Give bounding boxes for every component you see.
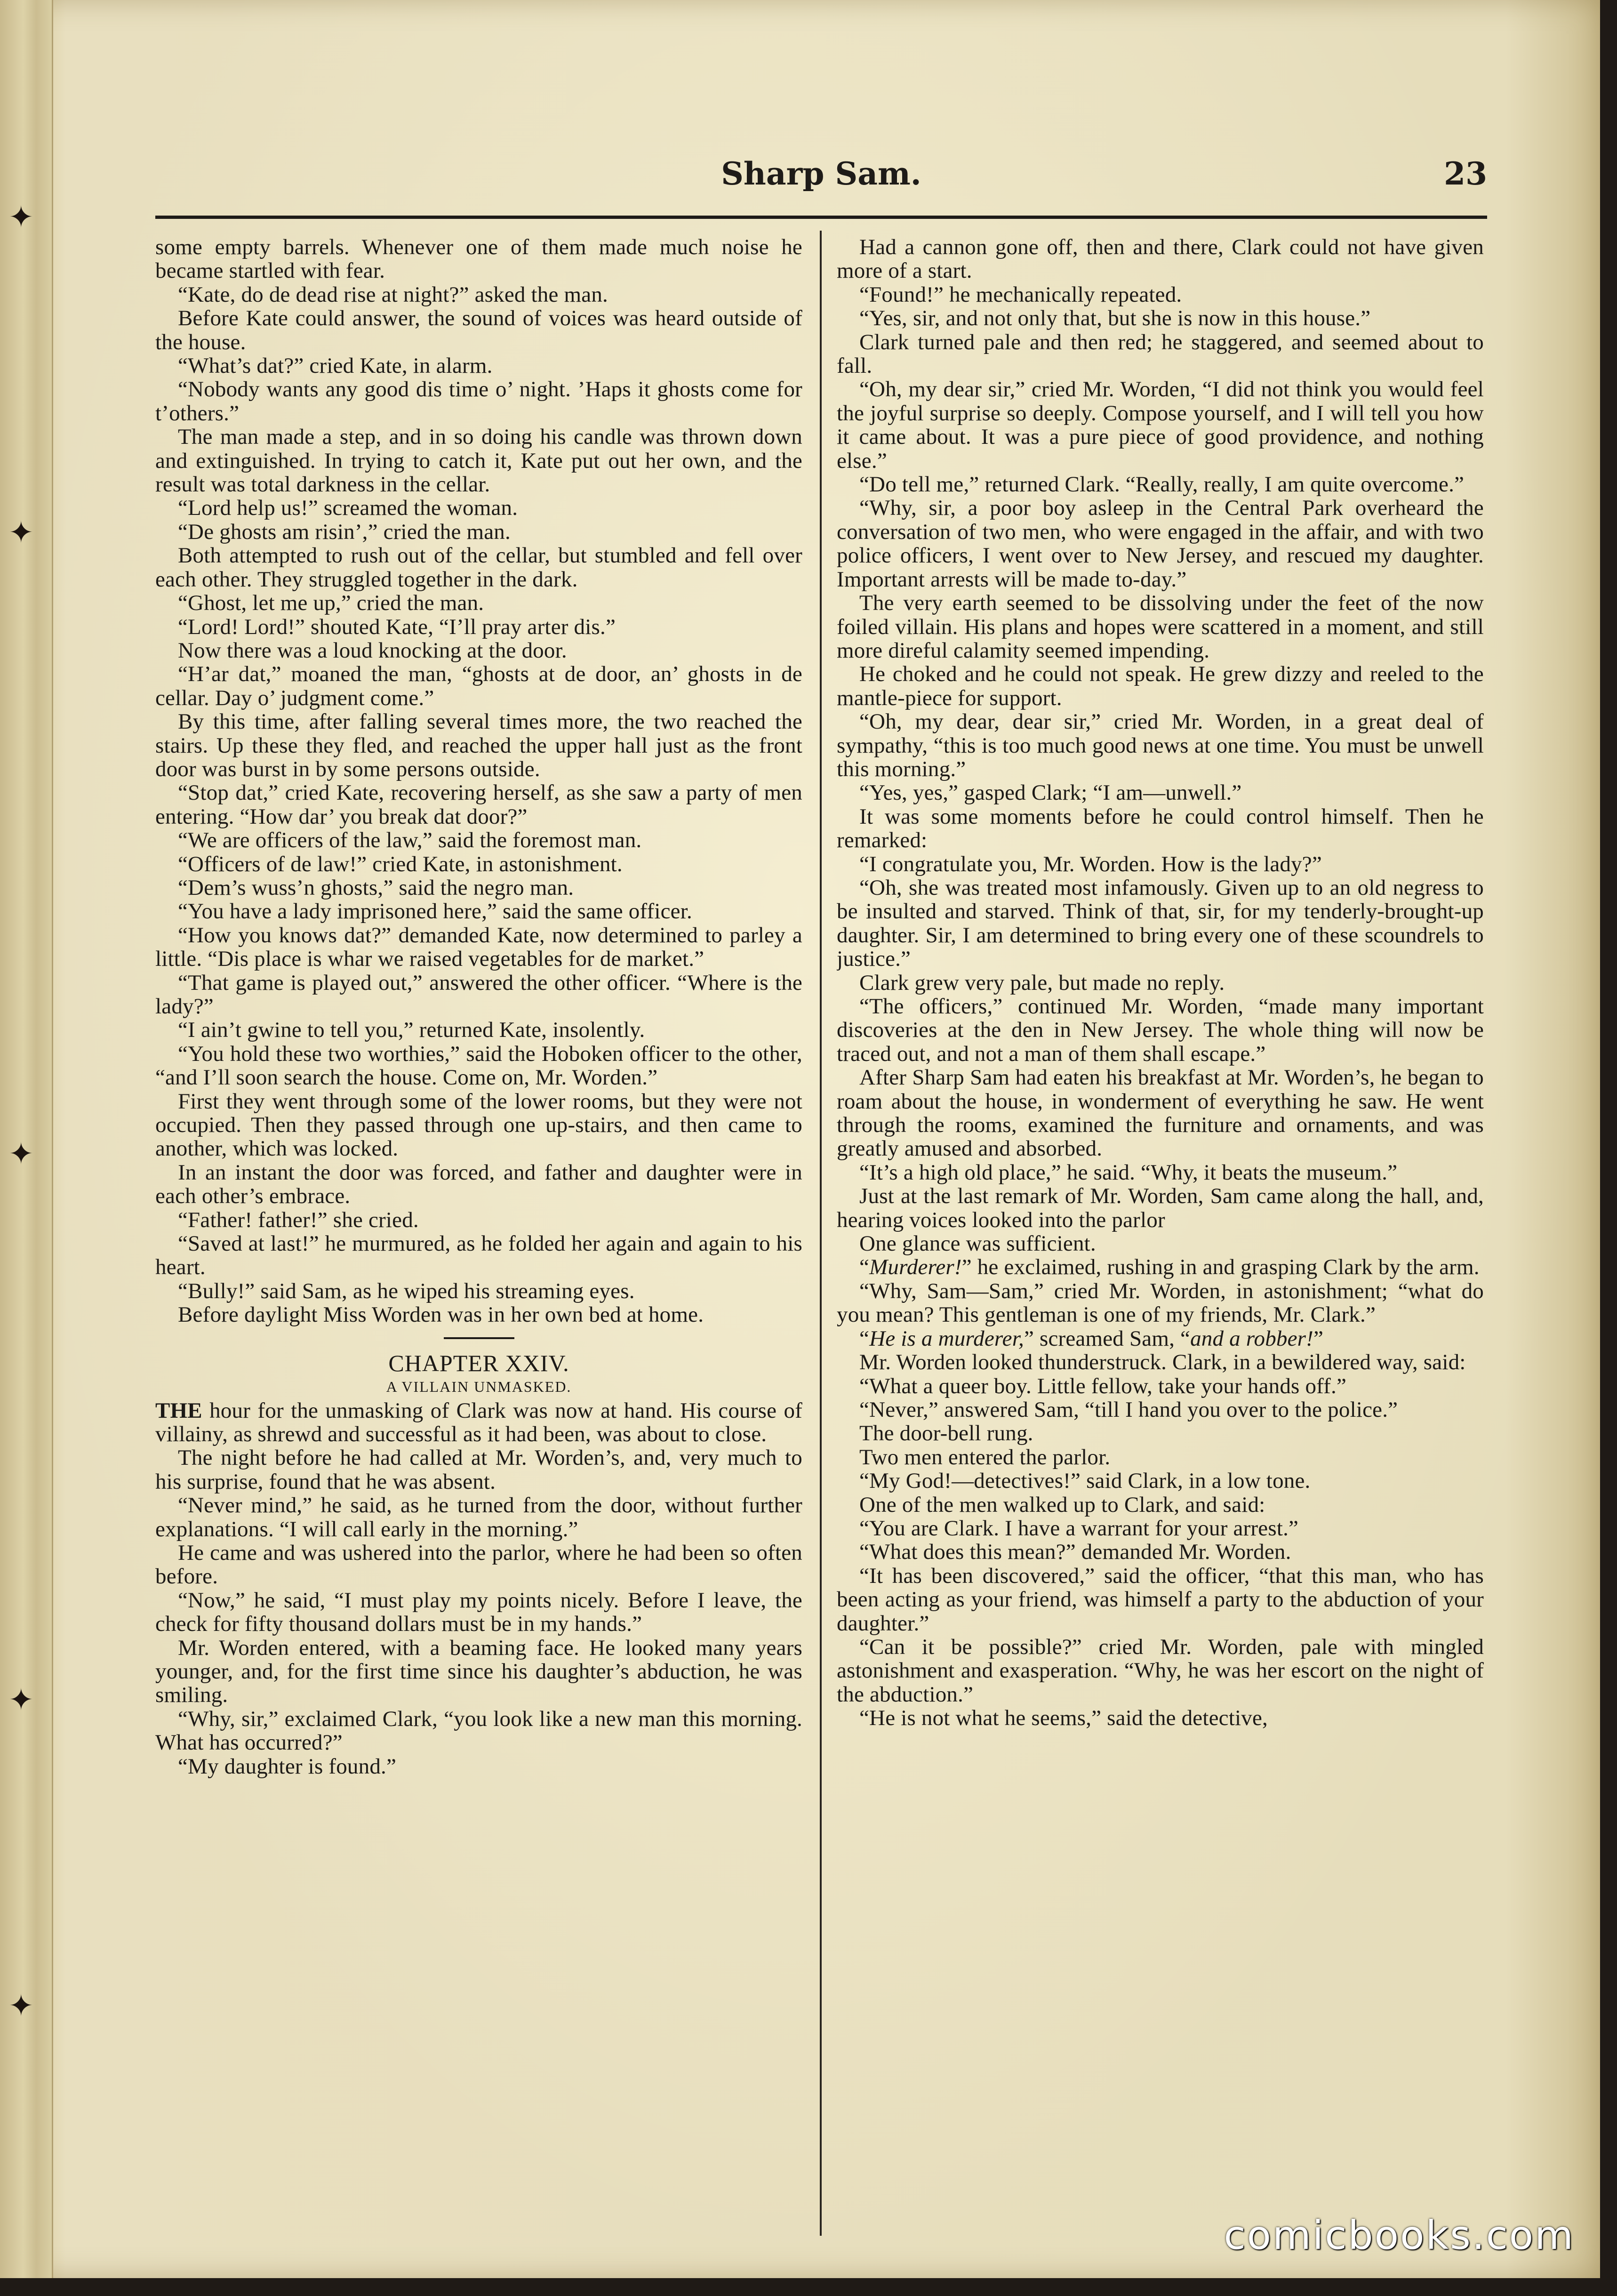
binding-stitch-icon: ✦: [8, 200, 34, 235]
paragraph: “Oh, my dear, dear sir,” cried Mr. Worden, in a great deal of sympathy, “this is too much good news at one time. You must be unwell this morning.”: [837, 709, 1484, 781]
paragraph: “I congratulate you, Mr. Worden. How is the lady?”: [859, 851, 1322, 876]
running-title: Sharp Sam.: [721, 155, 921, 192]
paragraph: “Why, sir, a poor boy asleep in the Central Park overheard the conversation of two men, who were engaged in the affair, and with two police officers, I went over to New Jersey, and rescued my daughter. Important arrests will be made to-day.”: [837, 496, 1484, 592]
paragraph: “Never mind,” he said, as he turned from the door, without further explanations. “I will call early in the morning.”: [155, 1493, 802, 1541]
paragraph: Clark turned pale and then red; he staggered, and seemed about to fall.: [837, 329, 1484, 378]
paragraph: “Oh, my dear sir,” cried Mr. Worden, “I did not think you would feel the joyful surprise so deeply. Compose yourself, and I will tell you how it came about. It was a pure piece of good providence, and nothing else.”: [837, 377, 1484, 473]
paragraph-accusation: “He is a murderer,” screamed Sam, “and a robber!”: [859, 1326, 1324, 1351]
paragraph: “Why, sir,” exclaimed Clark, “you look like a new man this morning. What has occurred?”: [155, 1706, 802, 1755]
paragraph: In an instant the door was forced, and father and daughter were in each other’s embrace.: [155, 1160, 802, 1209]
paragraph: “Oh, she was treated most infamously. Given up to an old negress to be insulted and starved. Think of that, sir, for my tenderly-brought-up daughter. Sir, I am determined to bring every one of these scoundrels to justice.”: [837, 875, 1484, 971]
paragraph: “My God!—detectives!” said Clark, in a low tone.: [859, 1469, 1311, 1493]
chapter-first-paragraph: [155, 1399, 802, 1446]
paragraph-murderer: “Murderer!” he exclaimed, rushing in and grasping Clark by the arm.: [859, 1255, 1480, 1280]
paragraph: He came and was ushered into the parlor, where he had been so often before.: [155, 1540, 802, 1589]
paragraph: “What’s dat?” cried Kate, in alarm.: [178, 353, 493, 378]
binding-stitch-icon: ✦: [8, 1683, 34, 1718]
paragraph: “How you knows dat?” demanded Kate, now determined to parley a little. “Dis place is whar we raised vegetables for de market.”: [155, 923, 802, 971]
paragraph: “Stop dat,” cried Kate, recovering herself, as she saw a party of men entering. “How dar’ you break dat door?”: [155, 780, 802, 829]
paragraph: Before Kate could answer, the sound of voices was heard outside of the house.: [155, 306, 802, 354]
paragraph: Mr. Worden entered, with a beaming face. He looked many years younger, and, for the first time since his daughter’s abduction, he was smiling.: [155, 1635, 802, 1708]
paragraph: The very earth seemed to be dissolving under the feet of the now foiled villain. His plans and hopes were scattered in a moment, and still more direful calamity seemed impending.: [837, 591, 1484, 663]
paragraph: some empty barrels. Whenever one of them made much noise he became startled with fear.: [155, 235, 802, 283]
paragraph: “Dem’s wuss’n ghosts,” said the negro man.: [178, 875, 574, 900]
paragraph: “De ghosts am risin’,” cried the man.: [178, 519, 511, 544]
paragraph: Now there was a loud knocking at the door.: [178, 638, 567, 663]
paragraph: “My daughter is found.”: [178, 1754, 397, 1779]
paragraph: “You hold these two worthies,” said the Hoboken officer to the other, “and I’ll soon search the house. Come on, Mr. Worden.”: [155, 1041, 802, 1090]
paragraph: “Found!” he mechanically repeated.: [859, 282, 1182, 307]
paragraph: “Do tell me,” returned Clark. “Really, really, I am quite overcome.”: [859, 472, 1465, 497]
paragraph: He choked and he could not speak. He grew dizzy and reeled to the mantle-piece for support.: [837, 662, 1484, 710]
page-number: 23: [1444, 155, 1487, 192]
paragraph: “Ghost, let me up,” cried the man.: [178, 591, 484, 616]
paragraph: “That game is played out,” answered the other officer. “Where is the lady?”: [155, 970, 802, 1019]
paragraph: “Officers of de law!” cried Kate, in astonishment.: [178, 851, 623, 876]
paragraph-text: ” screamed Sam, “: [1024, 1326, 1191, 1351]
paragraph: “He is not what he seems,” said the detective,: [859, 1706, 1268, 1731]
paragraph: “Bully!” said Sam, as he wiped his streaming eyes.: [178, 1278, 635, 1303]
italic-exclamation: Murderer!: [869, 1255, 962, 1280]
paragraph: Had a cannon gone off, then and there, Clark could not have given more of a start.: [837, 235, 1484, 283]
paragraph: “Father! father!” she cried.: [178, 1207, 419, 1232]
chapter-title: CHAPTER XXIV.: [388, 1349, 569, 1376]
binding-stitch-icon: ✦: [8, 1137, 34, 1172]
paragraph: Two men entered the parlor.: [859, 1445, 1111, 1469]
running-head: [155, 151, 1487, 202]
watermark: comicbooks.com: [1224, 2212, 1575, 2258]
paragraph: “Yes, yes,” gasped Clark; “I am—unwell.”: [859, 780, 1242, 805]
paragraph: “We are officers of the law,” said the foremost man.: [178, 828, 642, 853]
paragraph: “Can it be possible?” cried Mr. Worden, pale with mingled astonishment and exasperation. “Why, he was her escort on the night of the abduction.”: [837, 1634, 1484, 1707]
binding-stitch-icon: ✦: [8, 1989, 34, 2023]
paragraph: “Saved at last!” he murmured, as he folded her again and again to his heart.: [155, 1231, 802, 1280]
paragraph: It was some moments before he could control himself. Then he remarked:: [837, 804, 1484, 853]
paragraph: “Never,” answered Sam, “till I hand you over to the police.”: [859, 1397, 1398, 1422]
paragraph: “You are Clark. I have a warrant for your arrest.”: [859, 1516, 1299, 1541]
paragraph: After Sharp Sam had eaten his breakfast at Mr. Worden’s, he began to roam about the house, in wonderment of everything he saw. He went through the rooms, examined the furniture and ornaments, and was greatly amused and absorbed.: [837, 1065, 1484, 1161]
chapter-subtitle: A VILLAIN UNMASKED.: [386, 1378, 572, 1396]
paragraph: “I ain’t gwine to tell you,” returned Kate, insolently.: [178, 1018, 645, 1043]
paragraph: Just at the last remark of Mr. Worden, Sam came along the hall, and, hearing voices looked into the parlor: [837, 1184, 1484, 1232]
paragraph: The man made a step, and in so doing his candle was thrown down and extinguished. In trying to catch it, Kate put out her own, and the result was total darkness in the cellar.: [155, 425, 802, 497]
column-divider: [820, 231, 822, 2236]
paragraph: Mr. Worden looked thunderstruck. Clark, in a bewildered way, said:: [859, 1350, 1466, 1375]
paragraph: “Why, Sam—Sam,” cried Mr. Worden, in astonishment; “what do you mean? This gentleman is one of my friends, Mr. Clark.”: [837, 1278, 1484, 1327]
right-column: [837, 235, 1484, 2226]
paragraph: Clark grew very pale, but made no reply.: [859, 970, 1225, 995]
binding-stitch-icon: ✦: [8, 515, 34, 550]
section-rule: [444, 1337, 514, 1339]
paragraph: “Lord! Lord!” shouted Kate, “I’ll pray arter dis.”: [178, 614, 616, 639]
chapter-first-text: hour for the unmasking of Clark was now at hand. His course of villainy, as shrewd and successful as it had been, was about to close.: [155, 1398, 802, 1446]
paragraph: One glance was sufficient.: [859, 1231, 1096, 1256]
paragraph: “The officers,” continued Mr. Worden, “made many important discoveries at the den in New Jersey. The whole thing will now be traced out, and not a man of them shall escape.”: [837, 994, 1484, 1066]
header-rule: [155, 216, 1487, 219]
page-binding: [0, 0, 53, 2278]
paragraph: “Kate, do de dead rise at night?” asked the man.: [178, 282, 608, 307]
paragraph: “It’s a high old place,” he said. “Why, it beats the museum.”: [859, 1160, 1398, 1185]
paragraph: “H’ar dat,” moaned the man, “ghosts at de door, an’ ghosts in de cellar. Day o’ judgment come.”: [155, 662, 802, 710]
paragraph: The door-bell rung.: [859, 1421, 1033, 1446]
italic-accusation: He is a murderer,: [869, 1326, 1024, 1351]
paragraph: “What does this mean?” demanded Mr. Worden.: [859, 1540, 1291, 1565]
italic-accusation-2: and a robber!: [1190, 1326, 1314, 1351]
paragraph: “Nobody wants any good dis time o’ night. ’Haps it ghosts come for t’others.”: [155, 377, 802, 425]
paragraph: “It has been discovered,” said the officer, “that this man, who has been acting as your friend, was himself a party to the abduction of your daughter.”: [837, 1563, 1484, 1636]
paragraph: “You have a lady imprisoned here,” said the same officer.: [178, 899, 692, 924]
paragraph: First they went through some of the lower rooms, but they were not occupied. Then they passed through one up-stairs, and then came to another, which was locked.: [155, 1089, 802, 1161]
chapter-lead-word: THE: [155, 1398, 202, 1423]
paragraph: Both attempted to rush out of the cellar, but stumbled and fell over each other. They struggled together in the dark.: [155, 543, 802, 592]
paragraph: “Lord help us!” screamed the woman.: [178, 496, 518, 521]
paragraph: “Now,” he said, “I must play my points nicely. Before I leave, the check for fifty thousand dollars must be in my hands.”: [155, 1588, 802, 1637]
paragraph: One of the men walked up to Clark, and said:: [859, 1492, 1265, 1517]
paragraph: Before daylight Miss Worden was in her own bed at home.: [178, 1302, 704, 1327]
paragraph: “What a queer boy. Little fellow, take your hands off.”: [859, 1373, 1347, 1398]
paragraph: By this time, after falling several times more, the two reached the stairs. Up these they fled, and reached the upper hall just as the front door was burst in by some persons outside.: [155, 709, 802, 781]
paragraph: The night before he had called at Mr. Worden’s, and, very much to his surprise, found that he was absent.: [155, 1445, 802, 1494]
paragraph-text: ” he exclaimed, rushing in and grasping Clark by the arm.: [961, 1255, 1480, 1280]
paragraph: “Yes, sir, and not only that, but she is now in this house.”: [859, 306, 1371, 331]
left-column: [155, 235, 802, 2226]
